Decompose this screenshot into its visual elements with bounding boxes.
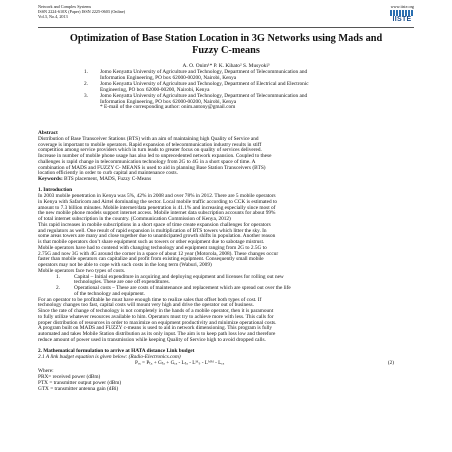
journal-volume: Vol.3, No.4, 2013 xyxy=(38,14,68,20)
iiste-logo xyxy=(390,10,414,24)
equation-number: (2) xyxy=(387,359,394,366)
affiliations xyxy=(84,70,384,111)
section-2-heading: 2. Mathematical formulation to arrive at HATA distance Link budget xyxy=(38,348,195,354)
definition-line: PTX = transmitter output power (dBm) xyxy=(38,379,122,386)
list-item: 1. Capital – Initial expenditure in acquiring and deploying equipment and licenses for rolling out new technologies. These are one off expenditures. xyxy=(56,273,284,286)
author-list: A. O. Onim¹* P. K. Kihato² S. Musyoki³ xyxy=(182,63,270,69)
abstract-text: Distribution of Base Transceiver Stations (BTS) with an aim of maintaining high Quality of Service and coverage is important to mobile operators. Rapid expansion of telecommunication industry results in stiff competition among service providers which in turn leads to greater focus on quality of services delivered. Increase in number of mobile phone usage has also led to unprecedented network expansion. Coupled to these challenges is rapid change in telecommunication technology from 2G to 4G in a short space of time. A combination of MADS and FUZZY C- MEANS is used to aid in planning Base Station Transceivers (BTS) location efficiently in order to curb capital and maintenance costs. xyxy=(38,135,272,177)
journal-branding xyxy=(374,4,414,29)
section-1-heading: 1. Introduction xyxy=(38,187,73,194)
corresponding-email[interactable]: * E-mail of the corresponding author: onim.antony@gmail.com xyxy=(100,104,236,111)
affiliation-1: 1. Jomo Kenyatta University of Agriculture and Technology, Department of Telecommunication and Information Engineering, PO box 62000-00200, Nairobi, Kenya xyxy=(84,69,308,81)
intro-text-continued: For an operator to be profitable he must have enough time to realize sales that offset both types of cost. If technology changes too fast, capital costs will mount very high and drive the operator out of business. Since the rate of change of technology is not completely in the hands of a mobile operator, then it is paramount to fully utilize whatever resources available to him. Operators must try to achieve more with less. This calls for proper distribution of resources in order to maximize on equipment productivity and minimize operational costs. A program built on MADS and FUZZY c-means is used to aid in network dimensioning. This program is fully automated and takes Mobile Station distribution as its only input. The aim is to keep path loss low and therefore reduce amount of power used in transmission while keeping Quality of Service high to avoid dropped calls. xyxy=(38,296,277,343)
affiliation-3: 3. Jomo Kenyatta University of Agriculture and Technology, Department of Telecommunication and Information Engineering, PO box 62000-00200, Nairobi, Kenya xyxy=(84,92,308,105)
logo-text: IISTE xyxy=(392,16,412,23)
paper-title: Optimization of Base Station Location in 3G Networks using Mads and Fuzzy C-means xyxy=(69,33,383,56)
definition-line: PRX= received power (dBm) xyxy=(38,374,101,380)
equation-body: Pᵣₓ = Pₜₓ + Gₜₓ + Gᵣₓ - Lₜₓ - Lᴹₛ - Lᴹᴹ - Lᵣₓ xyxy=(135,359,225,366)
journal-url[interactable]: www.iiste.org xyxy=(390,4,414,9)
journal-name: Network and Complex Systems xyxy=(38,4,92,9)
definition-line: GTX = transmitter antenna gain (dBi) xyxy=(38,385,119,392)
keywords: Keywords: BTS placement, MADS, Fuzzy C-Means xyxy=(38,176,152,182)
journal-info xyxy=(38,4,125,20)
header-divider xyxy=(38,27,414,28)
intro-text: In 2003 mobile penetration in Kenya was 5%, 42% in 2008 and over 78% in 2012. There are 5 mobile operators in Kenya with Safaricom and Airtel dominating the sector. Local mobile traffic according to CCK is estimated to amount to 7.3 billion minutes. Mobile internet/data penetration is 41.1% and increasing especially since most of the new mobile phone models support internet access. Mobile internet data subscription accounts for about 99% of total internet subscription in the country. (Communication Commission of Kenya, 2012) This rapid increases in mobile subscriptions in a short space of time create expansion challenges for operators and regulators as well. One result of rapid expansion is multiplication of BTS towers which litter the sky. In some areas towers are many and close together due to unanticipated growth shifts in population. Another reason is that mobile operators don’t share equipment such as towers or other equipment due to sabotage mistrust. Mobile operators have had to contend with changing technology and equipment ranging from 2G to 2.5G to 2.75G and now 3G with 4G around the corner in a space of about 12 year (Motorola, 2008). These changes occur faster than mobile operators can capitalize and profit from existing equipment. Consequently small mobile operators may not be able to cope with such costs in the long term (Waburi, 2009) Mobile operators face two types of costs. xyxy=(38,193,279,274)
affiliation-2: 2. Jomo Kenyatta University of Agriculture and Technology, Department of Electrical and Electronic Engineering, PO box 62000-00200, Nairobi, Kenya xyxy=(84,80,309,93)
running-header xyxy=(38,4,414,26)
subsection-2-1: 2.1 A link budget equation is given below: (Radio-Electronics.com) xyxy=(38,353,181,360)
list-item: 2. Operational costs – These are costs of maintenance and replacement which are spread out over the life of the technology and equipment. xyxy=(56,285,291,297)
where-label: Where: xyxy=(38,368,54,375)
abstract-heading: Abstract xyxy=(38,130,58,136)
paper-body xyxy=(38,131,414,392)
journal-issn: ISSN 2224-610X (Paper) ISSN 2225-0603 (Online) xyxy=(38,9,126,15)
